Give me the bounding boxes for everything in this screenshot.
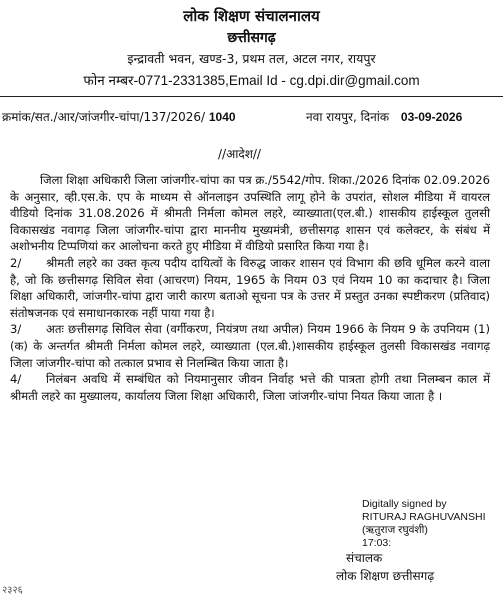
paragraph-2-text: श्रीमती लहरे का उक्त कृत्य पदीय दायित्वों के विरुद्ध जाकर शासन एवं विभाग की छवि धूमिल करने वाला है, जो कि छत्तीसगढ़ सिविल सेवा (आचरण) नियम, 1965 के नियम 03 एवं नियम 10 का कदाचार है। जिला शिक्षा अधिकारी, जांजगीर-चांपा द्वारा जारी कारण बताओ सूचना पत्र के उत्तर में प्रस्तुत उनका स्पष्टीकरण (प्रतिवाद) संतोषजनक एवं समाधानकारक नहीं पाया गया है। <box>10 255 490 320</box>
paragraph-2 <box>10 255 490 321</box>
paragraph-3 <box>10 321 490 371</box>
header-divider <box>0 96 503 97</box>
reference-number <box>2 108 236 125</box>
signature-line-3: (ऋतुराज रघुवंशी) <box>362 524 428 536</box>
paragraph-2-number: 2/ <box>10 255 22 270</box>
paragraph-4 <box>10 371 490 404</box>
order-title: //आदेश// <box>218 147 261 161</box>
department-title: लोक शिक्षण संचालनालय <box>183 7 320 25</box>
state-title: छत्तीसगढ़ <box>227 30 276 46</box>
footer-fragment: २३२६ <box>2 585 23 596</box>
order-body <box>10 172 490 404</box>
paragraph-1 <box>10 172 490 255</box>
signatory-designation: संचालक <box>346 551 383 565</box>
order-date: 03-09-2026 <box>400 110 463 124</box>
reference-number-prefix: क्रमांक/सत./आर/जांजगीर-चांपा/137/2026/ <box>2 110 206 124</box>
place-date-label: नवा रायपुर, दिनांक <box>306 110 390 124</box>
digital-signature <box>362 498 485 550</box>
paragraph-4-number: 4/ <box>10 372 22 387</box>
paragraph-3-number: 3/ <box>10 322 22 337</box>
paragraph-1-text: जिला शिक्षा अधिकारी जिला जांजगीर-चांपा का पत्र क्र./5542/गोप. शिका./2026 दिनांक 02.09.2026 के अनुसार, व्ही.एस.के. एप के माध्यम से ऑनलाइन उपस्थिति लागू होने के उपरांत, सोशल मीडिया में वायरल वीडियो दिनांक 31.08.2026 में श्रीमती निर्मला कोमल लहरे, व्याख्याता(एल.बी.) शासकीय हाईस्कूल तुलसी विकासखंड नवागढ़ जिला जांजगीर-चांपा द्वारा माननीय मुख्यमंत्री, छत्तीसगढ़ शासन एवं कलेक्टर, के संबंध में अशोभनीय टिप्पणियां कर आलोचना करते हुए मीडिया में वीडियो प्रसारित किया गया है। <box>10 173 490 254</box>
paragraph-4-text: निलंबन अवधि में सम्बंधित को नियमानुसार जीवन निर्वाह भत्ते की पात्रता होगी तथा निलम्बन काल में श्रीमती लहरे का मुख्यालय, कार्यालय जिला शिक्षा अधिकारी, जिला जांजगीर-चांपा नियत किया जाता है । <box>10 372 490 403</box>
contact-line: फोन नम्बर-0771-2331385,Email Id - cg.dpi.dir@gmail.com <box>83 73 420 88</box>
place-date <box>306 108 462 125</box>
signature-line-1: Digitally signed by <box>362 498 447 510</box>
office-address: इन्द्रावती भवन, खण्ड-3, प्रथम तल, अटल नगर, रायपुर <box>127 51 376 66</box>
signature-line-4: 17:03: <box>362 537 392 549</box>
paragraph-3-text: अतः छत्तीसगढ़ सिविल सेवा (वर्गीकरण, नियंत्रण तथा अपील) नियम 1966 के नियम 9 के उपनियम (1) (क) के अन्तर्गत श्रीमती निर्मला कोमल लहरे, व्याख्याता (एल.बी.)शासकीय हाईस्कूल तुलसी विकासखंड नवागढ़ जिला जांजगीर-चांपा को तत्काल प्रभाव से निलम्बित किया जाता है। <box>10 322 490 370</box>
reference-number-suffix: 1040 <box>208 110 236 124</box>
signatory-office: लोक शिक्षण छत्तीसगढ़ <box>336 569 435 583</box>
signature-line-2: RITURAJ RAGHUVANSHI <box>362 511 486 523</box>
